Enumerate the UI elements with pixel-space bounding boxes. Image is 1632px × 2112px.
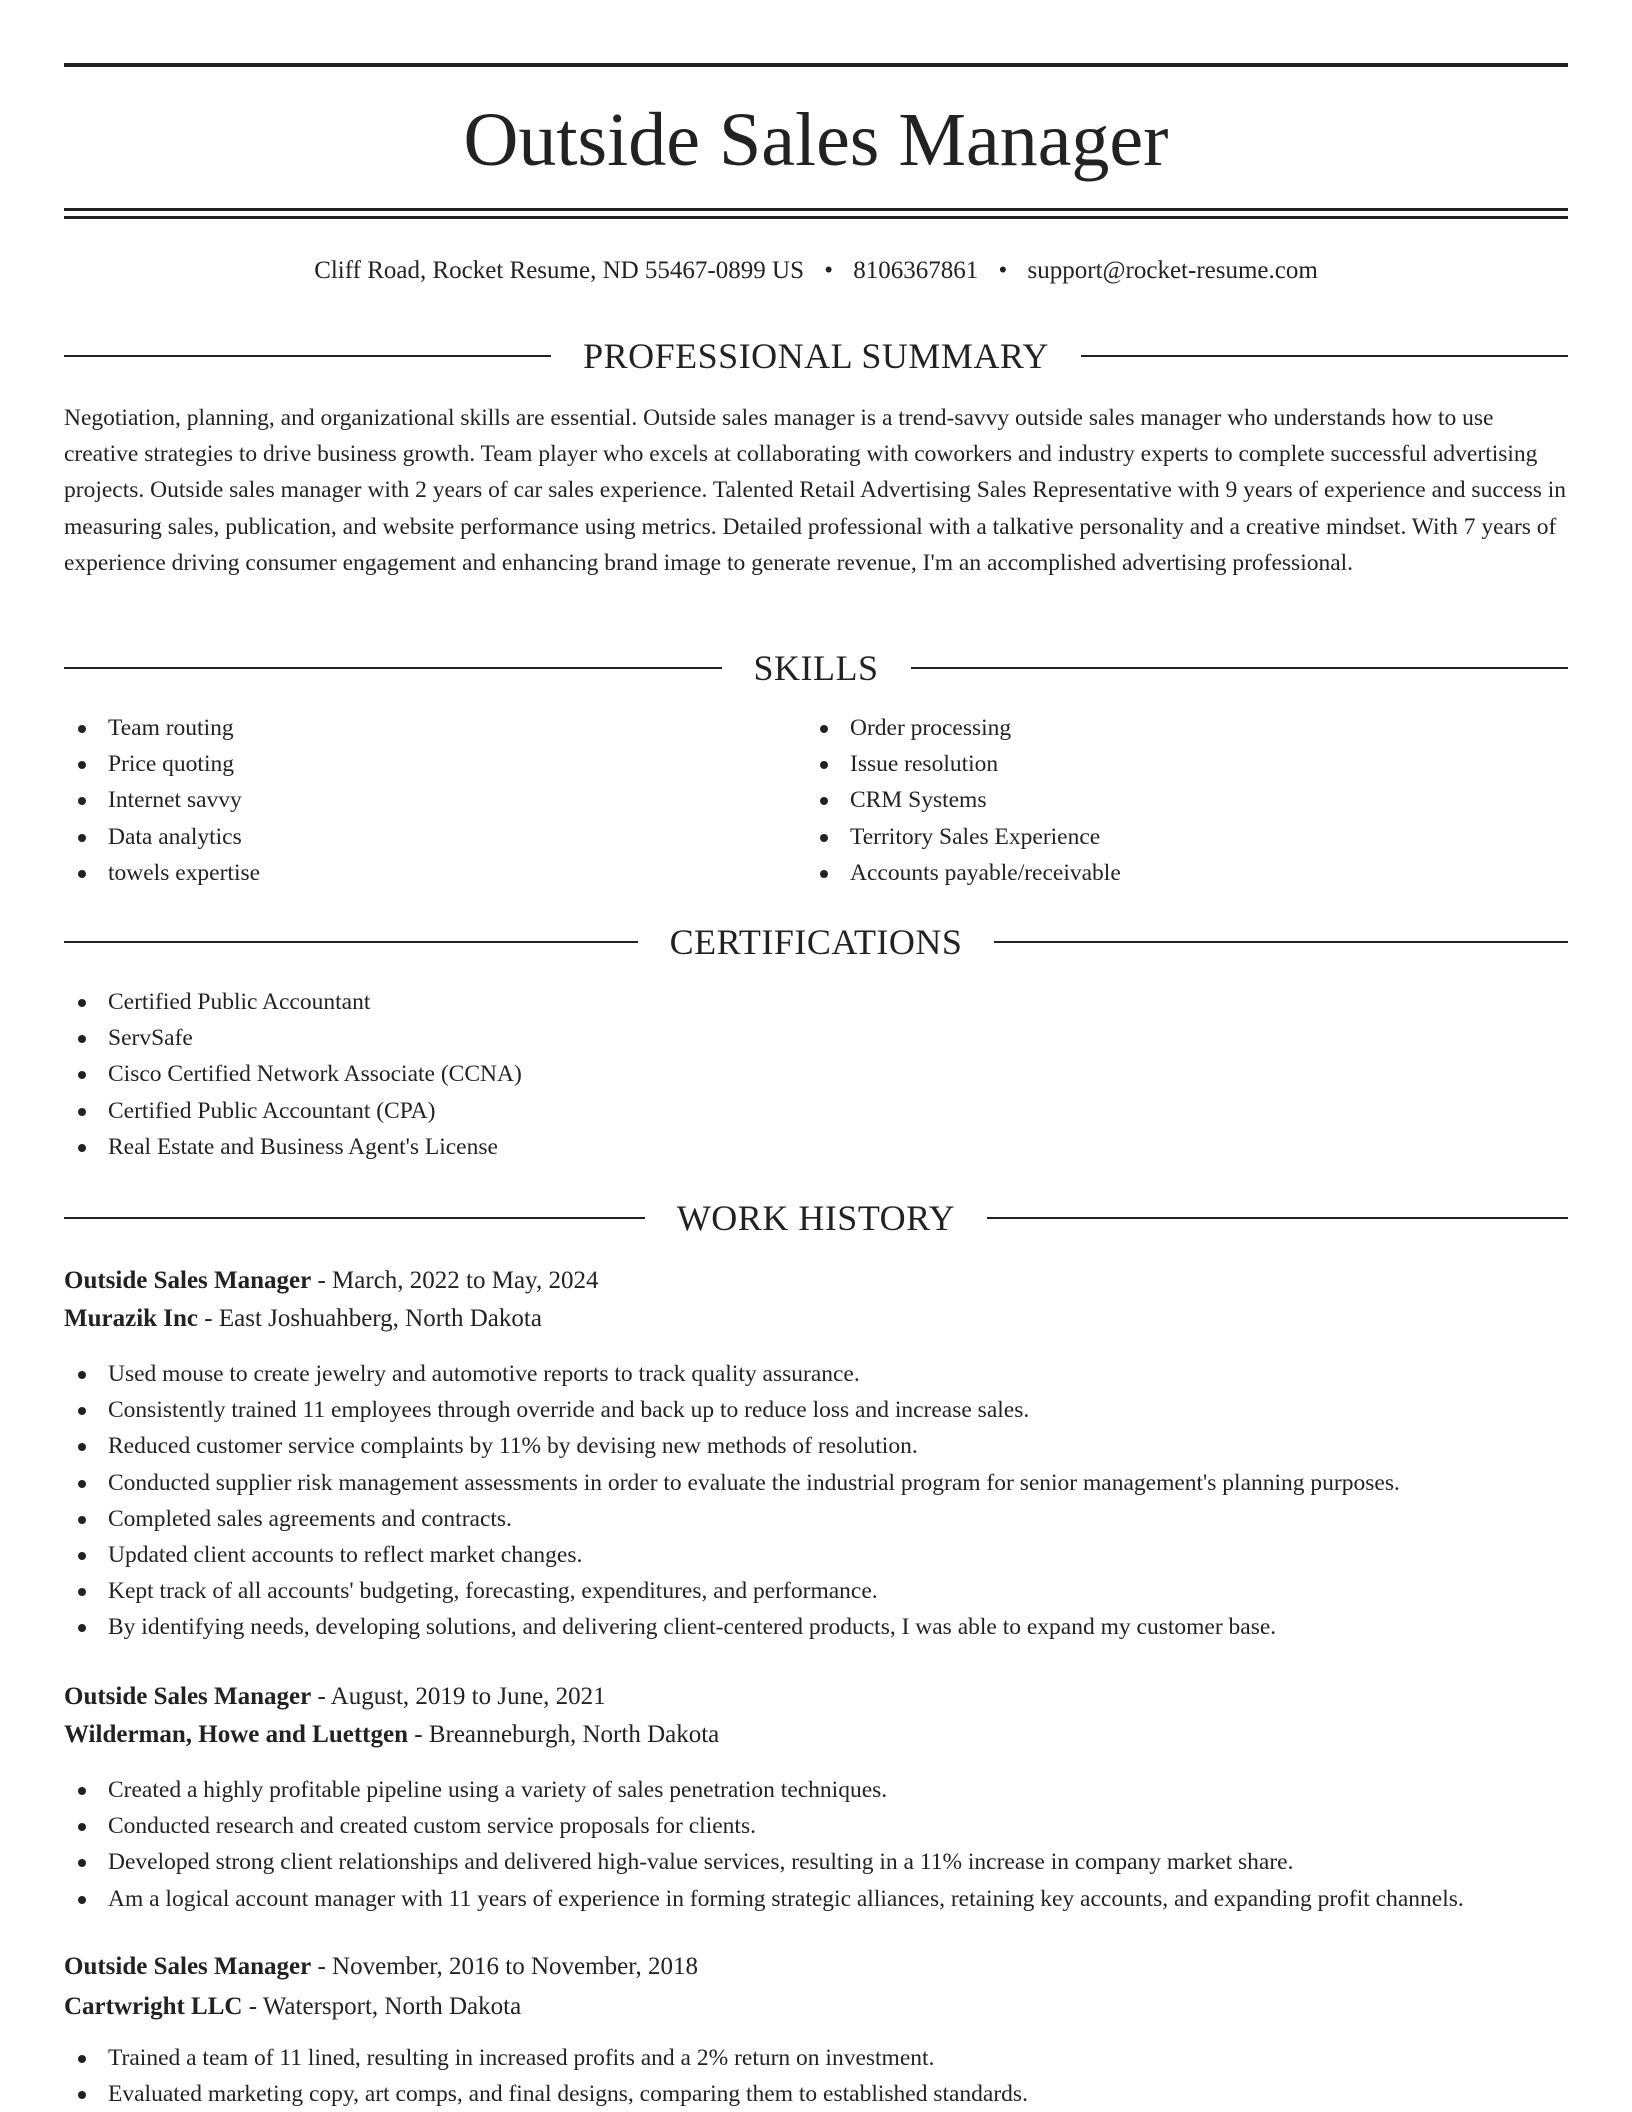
section-title: WORK HISTORY [676, 1198, 956, 1238]
certification-item: Certified Public Accountant [64, 984, 1568, 1020]
job-bullet: Evaluated marketing copy, art comps, and final designs, comparing them to established standards. [64, 2076, 1568, 2112]
skills-list-right [806, 710, 1546, 891]
divider [911, 667, 1569, 669]
job-company-line [64, 1300, 542, 1338]
job-company: Murazik Inc [64, 1305, 199, 1332]
job-company: Cartwright LLC [64, 1993, 243, 2020]
job-bullet: Conducted supplier risk management assessments in order to evaluate the industrial program for senior management's planning purposes. [64, 1465, 1568, 1501]
bullet-icon [78, 1035, 86, 1043]
summary-text: Negotiation, planning, and organizational skills are essential. Outside sales manager is a trend-savvy outside sales manager who understands how to use creative strategies to drive business growth. Team player who excels at collaborating with coworkers and industry experts to complete successful advertising projects. Outside sales manager with 2 years of car sales experience. Talented Retail Advertising Sales Representative with 9 years of experience and success in measuring sales, publication, and website performance using metrics. Detailed professional with a talkative personality and a creative mindset. With 7 years of experience driving consumer engagement and enhancing brand image to generate revenue, I'm an accomplished advertising professional. [64, 405, 1567, 576]
section-heading-summary [64, 336, 1568, 376]
certification-item: Real Estate and Business Agent's License [64, 1129, 1568, 1165]
bullet-icon [78, 1108, 86, 1116]
skill-item: towels expertise [64, 855, 804, 891]
bullet-icon [78, 1787, 86, 1795]
bullet-icon [78, 1480, 86, 1488]
job-bullet: Consistently trained 11 employees through override and back up to reduce loss and increase sales. [64, 1392, 1568, 1428]
bullet-icon [820, 870, 828, 878]
job-dates: - March, 2022 to May, 2024 [311, 1267, 599, 1294]
job-bullet: Completed sales agreements and contracts. [64, 1501, 1568, 1537]
job-bullet: Used mouse to create jewelry and automotive reports to track quality assurance. [64, 1356, 1568, 1392]
job-location: - Breanneburgh, North Dakota [408, 1721, 720, 1748]
job-bullet: Kept track of all accounts' budgeting, forecasting, expenditures, and performance. [64, 1573, 1568, 1609]
contact-email: support@rocket-resume.com [1027, 257, 1318, 284]
top-rule [64, 63, 1568, 67]
certification-item: Certified Public Accountant (CPA) [64, 1093, 1568, 1129]
job-company-line [64, 1988, 521, 2026]
job-dates: - November, 2016 to November, 2018 [311, 1953, 699, 1980]
job-bullet: Am a logical account manager with 11 years of experience in forming strategic alliances, retaining key accounts, and expanding profit channels. [64, 1881, 1568, 1917]
job-bullets [64, 1772, 1568, 1917]
job-dates: - August, 2019 to June, 2021 [311, 1683, 606, 1710]
bullet-icon [78, 1823, 86, 1831]
bullet-icon [78, 2055, 86, 2063]
section-heading-work-history [64, 1198, 1568, 1238]
job-bullet: Created a highly profitable pipeline using a variety of sales penetration techniques. [64, 1772, 1568, 1808]
job-bullet: Trained a team of 11 lined, resulting in increased profits and a 2% return on investment. [64, 2040, 1568, 2076]
divider [64, 355, 551, 357]
job-title-line [64, 1262, 598, 1300]
bullet-icon [820, 797, 828, 805]
job-bullets [64, 1356, 1568, 1646]
bullet-icon [78, 999, 86, 1007]
section-title: PROFESSIONAL SUMMARY [583, 336, 1049, 376]
bullet-icon [78, 1071, 86, 1079]
contact-info [64, 254, 1568, 288]
divider [64, 941, 638, 943]
divider [987, 1217, 1568, 1219]
divider [994, 941, 1568, 943]
divider [1081, 355, 1568, 357]
job-location: - Watersport, North Dakota [242, 1993, 522, 2020]
job-title-line [64, 1678, 606, 1716]
bullet-icon [78, 761, 86, 769]
bullet-icon [78, 1624, 86, 1632]
section-heading-certifications [64, 922, 1568, 962]
bullet-icon [820, 725, 828, 733]
job-company-line [64, 1716, 719, 1754]
contact-separator: • [824, 257, 833, 284]
job-title: Outside Sales Manager [64, 1953, 312, 1980]
skill-item: Internet savvy [64, 782, 804, 818]
job-company: Wilderman, Howe and Luettgen [64, 1721, 408, 1748]
bullet-icon [78, 1552, 86, 1560]
bullet-icon [78, 870, 86, 878]
skill-item: Order processing [806, 710, 1546, 746]
certifications-list [64, 984, 1568, 1165]
job-bullet: By identifying needs, developing solutions, and delivering client-centered products, I was able to expand my customer base. [64, 1609, 1568, 1645]
skill-item: Accounts payable/receivable [806, 855, 1546, 891]
skill-item: Territory Sales Experience [806, 819, 1546, 855]
bullet-icon [78, 797, 86, 805]
job-bullet: Reduced customer service complaints by 11% by devising new methods of resolution. [64, 1428, 1568, 1464]
section-title: SKILLS [753, 648, 879, 688]
job-bullet: Developed strong client relationships and delivered high-value services, resulting in a 11% increase in company market share. [64, 1844, 1568, 1880]
title-rule-upper [64, 208, 1568, 211]
section-heading-skills [64, 648, 1568, 688]
divider [64, 667, 722, 669]
section-title: CERTIFICATIONS [669, 922, 963, 962]
job-title: Outside Sales Manager [64, 1683, 312, 1710]
contact-phone: 8106367861 [853, 257, 979, 284]
page-title: Outside Sales Manager [463, 98, 1169, 182]
job-bullet: Conducted research and created custom service proposals for clients. [64, 1808, 1568, 1844]
skill-item: Issue resolution [806, 746, 1546, 782]
certification-item: Cisco Certified Network Associate (CCNA) [64, 1056, 1568, 1092]
contact-address: Cliff Road, Rocket Resume, ND 55467-0899 US [314, 257, 804, 284]
bullet-icon [78, 834, 86, 842]
job-title-line [64, 1948, 698, 1986]
bullet-icon [820, 761, 828, 769]
bullet-icon [78, 1896, 86, 1904]
bullet-icon [78, 725, 86, 733]
bullet-icon [78, 1371, 86, 1379]
job-bullet: Updated client accounts to reflect market changes. [64, 1537, 1568, 1573]
bullet-icon [78, 1144, 86, 1152]
bullet-icon [78, 2091, 86, 2099]
job-title: Outside Sales Manager [64, 1267, 312, 1294]
bullet-icon [820, 834, 828, 842]
job-bullets [64, 2040, 1568, 2112]
skill-item: CRM Systems [806, 782, 1546, 818]
bullet-icon [78, 1407, 86, 1415]
skill-item: Data analytics [64, 819, 804, 855]
bullet-icon [78, 1588, 86, 1596]
job-location: - East Joshuahberg, North Dakota [198, 1305, 542, 1332]
skill-item: Price quoting [64, 746, 804, 782]
contact-separator: • [998, 257, 1008, 284]
skill-item: Team routing [64, 710, 804, 746]
bullet-icon [78, 1516, 86, 1524]
certification-item: ServSafe [64, 1020, 1568, 1056]
title-rule-lower [64, 216, 1568, 219]
skills-list-left [64, 710, 804, 891]
bullet-icon [78, 1443, 86, 1451]
divider [64, 1217, 645, 1219]
bullet-icon [78, 1859, 86, 1867]
